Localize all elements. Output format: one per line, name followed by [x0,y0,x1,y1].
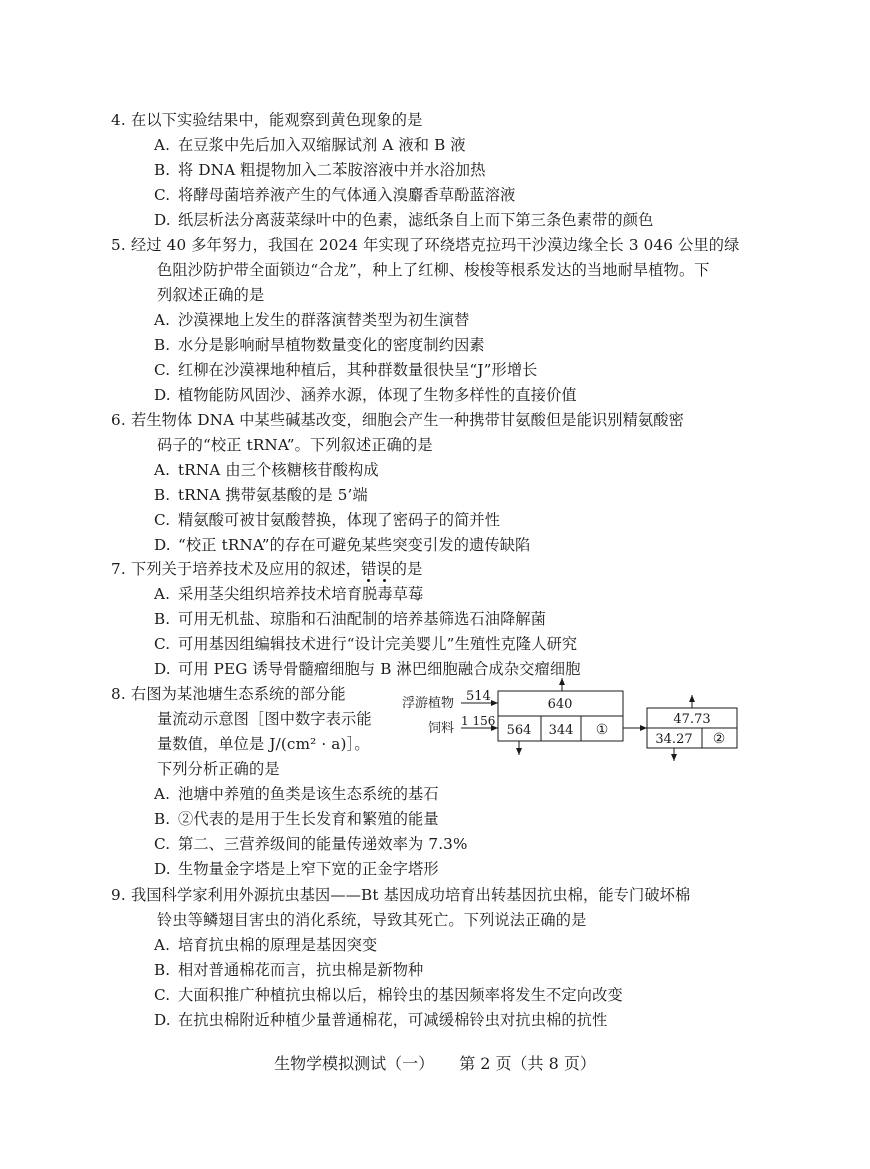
energy-flow-diagram [398,676,748,762]
question-5-option-d: D. 植物能防风固沙、涵养水源，体现了生物多样性的直接价值 [154,386,577,404]
question-4-option-b: B. 将 DNA 粗提物加入二苯胺溶液中并水浴加热 [154,161,486,179]
question-6-option-b: B. tRNA 携带氨基酸的是 5’端 [154,486,368,504]
question-6-option-d: D. “校正 tRNA”的存在可避免某些突变引发的遗传缺陷 [154,536,531,554]
box1-cell-b: 344 [548,723,574,738]
question-7-option-b: B. 可用无机盐、琼脂和石油配制的培养基筛选石油降解菌 [154,610,547,628]
question-8-stem-line-2: 量流动示意图［图中数字表示能 [157,710,372,728]
box1-cell-c: ① [595,722,609,738]
emphasis-word: 错误 [361,560,392,578]
question-8-option-c: C. 第二、三营养级间的能量传递效率为 7.3% [154,835,468,853]
question-8-stem-line-3: 量数值，单位是 J/(cm² · a)］。 [157,735,370,753]
question-4-stem: 4. 在以下实验结果中，能观察到黄色现象的是 [131,108,422,132]
question-number: 8. [111,685,126,703]
question-6-option-c: C. 精氨酸可被甘氨酸替换，体现了密码子的简并性 [154,511,501,529]
question-number: 4. [111,111,126,129]
footer-title: 生物学模拟测试（一） [274,1054,435,1073]
box1-cell-a: 564 [506,723,532,738]
question-6-stem: 6. 若生物体 DNA 中某些碱基改变，细胞会产生一种携带甘氨酸但是能识别精氨酸密 [131,408,684,432]
question-8-option-b: B. ②代表的是用于生长发育和繁殖的能量 [154,810,439,828]
question-9-option-a: A. 培育抗虫棉的原理是基因突变 [154,936,378,954]
footer-page-number: 第 2 页（共 8 页） [459,1054,596,1073]
input1-value: 514 [466,689,491,704]
question-4-option-a: A. 在豆浆中先后加入双缩脲试剂 A 液和 B 液 [154,136,466,154]
question-8-stem: 8. 右图为某池塘生态系统的部分能 [131,682,346,706]
question-7-option-d: D. 可用 PEG 诱导骨髓瘤细胞与 B 淋巴细胞融合成杂交瘤细胞 [154,660,581,678]
question-5-option-b: B. 水分是影响耐旱植物数量变化的密度制约因素 [154,336,485,354]
input2-label: 饲料 [428,721,455,736]
box2-total: 47.73 [673,712,711,727]
question-4-option-d: D. 纸层析法分离菠菜绿叶中的色素，滤纸条自上而下第三条色素带的颜色 [154,211,654,229]
question-number: 9. [111,886,126,904]
question-9-stem-line-2: 铃虫等鳞翅目害虫的消化系统，导致其死亡。下列说法正确的是 [157,911,587,929]
question-7-stem: 7. 下列关于培养技术及应用的叙述，错误 的是 [131,557,422,581]
question-9-stem: 9. 我国科学家利用外源抗虫基因——Bt 基因成功培育出转基因抗虫棉，能专门破坏棉 [131,883,690,907]
question-7-option-c: C. 可用基因组编辑技术进行“设计完美婴儿”生殖性克隆人研究 [154,635,578,653]
question-7-option-a: A. 采用茎尖组织培养技术培育脱毒草莓 [154,585,424,603]
question-8-stem-line-4: 下列分析正确的是 [157,760,280,778]
question-6-stem-line-2: 码子的“校正 tRNA”。下列叙述正确的是 [157,436,433,454]
question-5-option-a: A. 沙漠裸地上发生的群落演替类型为初生演替 [154,311,470,329]
question-9-option-d: D. 在抗虫棉附近种植少量普通棉花，可减缓棉铃虫对抗虫棉的抗性 [154,1011,608,1029]
question-9-option-b: B. 相对普通棉花而言，抗虫棉是新物种 [154,961,424,979]
input1-label: 浮游植物 [402,696,455,711]
question-number: 7. [111,560,126,578]
question-8-option-a: A. 池塘中养殖的鱼类是该生态系统的基石 [154,785,439,803]
question-5-stem: 5. 经过 40 多年努力，我国在 2024 年实现了环绕塔克拉玛干沙漠边缘全长 3 046 公里的绿 [131,233,739,257]
box2-cell-a: 34.27 [655,732,693,747]
question-5-stem-line-3: 列叙述正确的是 [157,286,265,304]
question-number: 6. [111,411,126,429]
question-5-stem-line-2: 色阻沙防护带全面锁边“合龙”，种上了红柳、梭梭等根系发达的当地耐旱植物。下 [157,261,710,279]
question-4-option-c: C. 将酵母菌培养液产生的气体通入溴麝香草酚蓝溶液 [154,186,516,204]
box2-cell-b: ② [712,731,726,747]
page-footer [0,1052,870,1076]
question-number: 5. [111,236,126,254]
box1-total: 640 [547,697,573,712]
question-5-option-c: C. 红柳在沙漠裸地种植后，其种群数量很快呈“J”形增长 [154,361,538,379]
question-9-option-c: C. 大面积推广种植抗虫棉以后，棉铃虫的基因频率将发生不定向改变 [154,986,623,1004]
input2-value: 1 156 [461,714,496,728]
question-8-option-d: D. 生物量金字塔是上窄下宽的正金字塔形 [154,860,439,878]
question-6-option-a: A. tRNA 由三个核糖核苷酸构成 [154,461,379,479]
